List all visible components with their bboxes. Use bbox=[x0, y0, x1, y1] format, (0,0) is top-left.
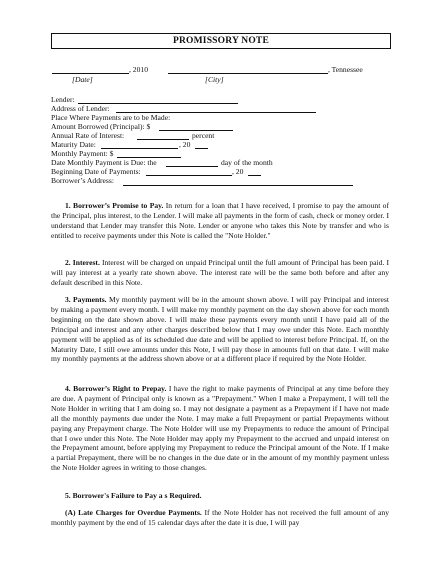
maturity-year-blank[interactable] bbox=[195, 148, 208, 149]
date-blank[interactable] bbox=[52, 73, 129, 74]
section-3-heading: 3. Payments. bbox=[65, 295, 107, 304]
section-3 bbox=[51, 295, 389, 364]
interest-rate-unit: percent bbox=[192, 131, 215, 140]
maturity-label: Maturity Date: bbox=[51, 140, 96, 149]
section-4-text: I have the right to make payments of Principal at any time before they are due. A payment of Principal only is known as a "Prepayment." When I make a Prepayment, I will tell the Note Holder in writing that I am doing so. I may not designate a payment as a Prepayment if I have not made all the monthly payments due under the Note. I may make a full Prepayment or partial Prepayments without paying any Prepayment charge. The Note Holder will use my Prepayments to reduce the amount of Principal that I owe under this Note. The Note Holder may apply my Prepayment to the accrued and unpaid interest on the Prepayment amount, before applying my Prepayment to reduce the Principal amount of the Note. If I make a partial Prepayment, there will be no changes in the due date or in the amount of my monthly payment unless the Note Holder agrees in writing to those changes. bbox=[51, 384, 389, 473]
section-5a-heading: (A) Late Charges for Overdue Payments. bbox=[65, 508, 202, 517]
maturity-suffix: , 20 bbox=[179, 140, 191, 149]
section-2 bbox=[51, 258, 389, 288]
due-date-blank[interactable] bbox=[166, 166, 218, 167]
section-2-heading: 2. Interest. bbox=[65, 258, 100, 267]
section-5a bbox=[51, 508, 389, 528]
lender-address-label: Address of Lender: bbox=[51, 104, 110, 113]
section-3-text: My monthly payment will be in the amount shown above. I will pay Principal and interest by making a payment every month. I will make my monthly payment on the day shown above for each month beginning on the date shown above. I will make these payments every month until I have paid all of the Principal and interest and any other charges described below that I may owe under this Note. Each monthly payment will be applied as of its scheduled due date and will be applied to interest before Principal. If, on the Maturity Date, I still owe amounts under this Note, I will pay those in amounts full on that date. I will make my monthly payments at the address shown above or at a different place if required by the Note Holder. bbox=[51, 295, 389, 364]
payment-place-label: Place Where Payments are to be Made: bbox=[51, 113, 171, 122]
document-title: PROMISSORY NOTE bbox=[51, 33, 391, 49]
year-text: , 2010 bbox=[129, 65, 148, 74]
borrower-address-label: Borrower’s Address: bbox=[51, 176, 114, 185]
borrower-address-blank[interactable] bbox=[123, 185, 353, 186]
due-date-suffix: day of the month bbox=[221, 158, 273, 167]
date-caption: [Date] bbox=[72, 75, 93, 84]
amount-borrowed-label: Amount Borrowed (Principal): $ bbox=[51, 122, 151, 131]
section-4-heading: 4. Borrower’s Right to Prepay. bbox=[65, 384, 167, 393]
beginning-suffix: , 20 bbox=[232, 167, 244, 176]
beginning-label: Beginning Date of Payments: bbox=[51, 167, 141, 176]
beginning-blank[interactable] bbox=[146, 175, 232, 176]
section-1 bbox=[51, 201, 389, 241]
city-caption: [City] bbox=[205, 75, 224, 84]
section-2-text: Interest will be charged on unpaid Principal until the full amount of Principal has been paid. I will pay interest at a yearly rate shown above. The interest rate will be the same both before and after any default described in this Note. bbox=[51, 258, 389, 287]
beginning-year-blank[interactable] bbox=[248, 175, 261, 176]
section-5-heading: 5. Borrower's Failure to Pay a s Required. bbox=[65, 491, 202, 500]
lender-label: Lender: bbox=[51, 95, 75, 104]
state-text: , Tennessee bbox=[328, 65, 363, 74]
monthly-payment-label: Monthly Payment: $ bbox=[51, 149, 114, 158]
section-1-text: In return for a loan that I have received, I promise to pay the amount of the Principal, plus interest, to the Lender. I will make all payments in the form of cash, check or money order. I understand that Lender may transfer this Note. Lender or anyone who takes this Note by transfer and who is entitled to receive payments under this Note is called the "Note Holder." bbox=[51, 201, 389, 240]
section-4 bbox=[51, 384, 389, 473]
section-1-heading: 1. Borrower’s Promise to Pay. bbox=[65, 201, 164, 210]
interest-rate-label: Annual Rate of Interest: bbox=[51, 131, 125, 140]
due-date-label: Date Monthly Payment is Due: the bbox=[51, 158, 157, 167]
city-blank[interactable] bbox=[168, 73, 328, 74]
section-5a-text: If the Note Holder has not received the full amount of any monthly payment by the end of 15 calendar days after the date it is due, I will pay bbox=[51, 508, 389, 527]
